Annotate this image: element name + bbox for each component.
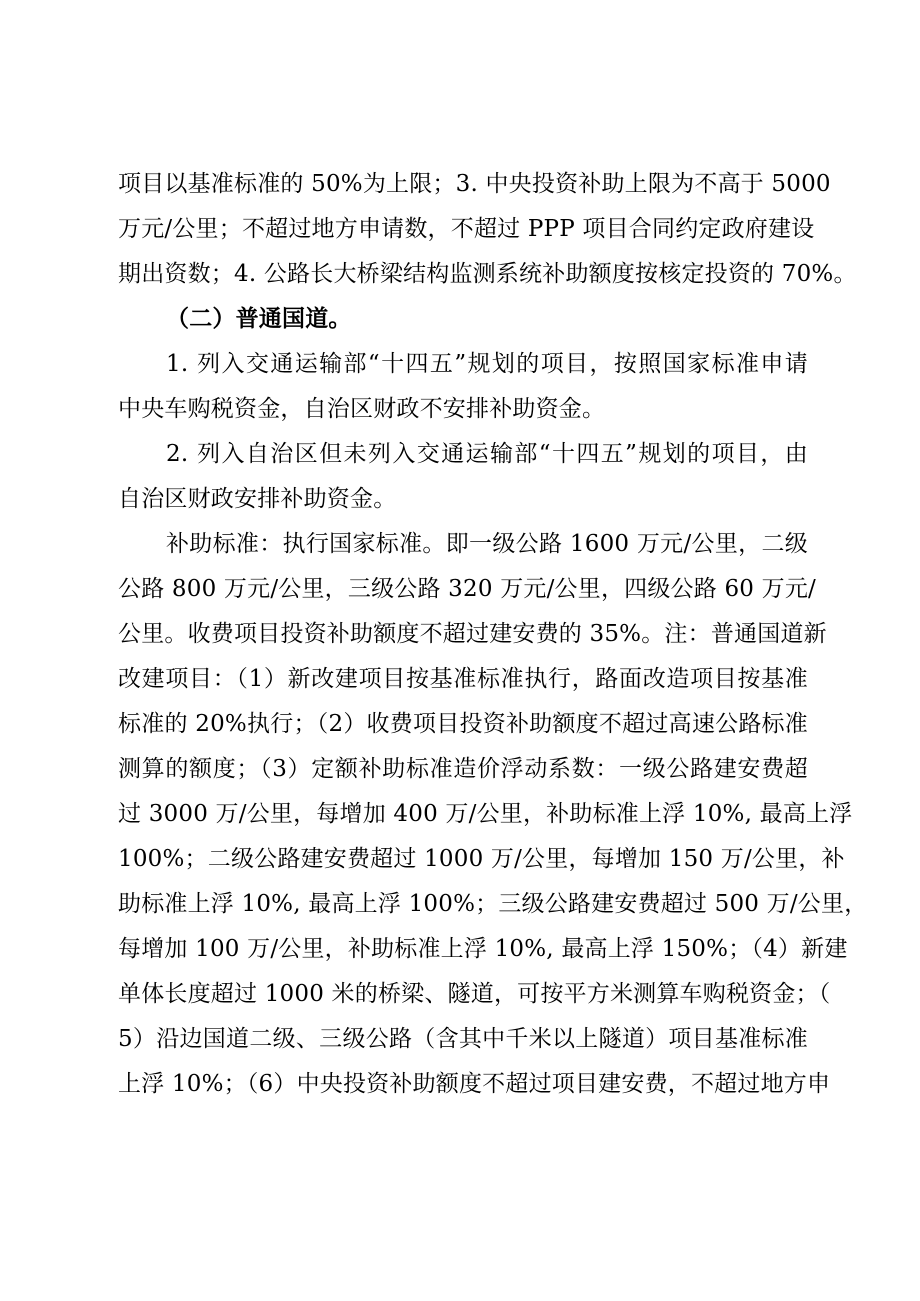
text-line-18: 每增加 100 万/公里，补助标准上浮 10%, 最高上浮 150%；（4）新建 [118,936,848,962]
text-line-19: 单体长度超过 1000 米的桥梁、隧道，可按平方米测算车购税资金；（ [118,981,831,1007]
text-line-3: 期出资数；4. 公路长大桥梁结构监测系统补助额度按核定投资的 70%。 [118,261,857,287]
section-heading-national-road: （二）普通国道。 [166,305,352,332]
text-line-17: 助标准上浮 10%, 最高上浮 100%；三级公路建安费超过 500 万/公里， [118,891,868,917]
text-line-9: 补助标准：执行国家标准。即一级公路 1600 万元/公里，二级 [166,531,808,557]
text-line-6: 中央车购税资金，自治区财政不安排补助资金。 [118,396,606,422]
text-line-16: 100%；二级公路建安费超过 1000 万/公里，每增加 150 万/公里，补 [118,846,845,872]
text-line-7: 2. 列入自治区但未列入交通运输部“十四五”规划的项目，由 [166,441,808,467]
text-line-14: 测算的额度；（3）定额补助标准造价浮动系数：一级公路建安费超 [118,756,808,782]
text-line-11: 公里。收费项目投资补助额度不超过建安费的 35%。注：普通国道新 [118,621,827,647]
text-line-1: 项目以基准标准的 50%为上限；3. 中央投资补助上限为不高于 5000 [118,171,831,197]
text-line-12: 改建项目：（1）新改建项目按基准标准执行，路面改造项目按基准 [118,666,808,692]
text-line-13: 标准的 20%执行；（2）收费项目投资补助额度不超过高速公路标准 [118,711,808,737]
text-line-5: 1. 列入交通运输部“十四五”规划的项目，按照国家标准申请 [166,351,808,377]
text-line-21: 上浮 10%；（6）中央投资补助额度不超过项目建安费，不超过地方申 [118,1071,831,1097]
text-line-20: 5）沿边国道二级、三级公路（含其中千米以上隧道）项目基准标准 [118,1026,808,1052]
text-line-2: 万元/公里；不超过地方申请数，不超过 PPP 项目合同约定政府建设 [118,216,815,242]
text-line-10: 公路 800 万元/公里，三级公路 320 万元/公里，四级公路 60 万元/ [118,576,816,602]
text-line-8: 自治区财政安排补助资金。 [118,486,397,512]
text-line-15: 过 3000 万/公里，每增加 400 万/公里，补助标准上浮 10%, 最高上浮 [118,801,853,827]
